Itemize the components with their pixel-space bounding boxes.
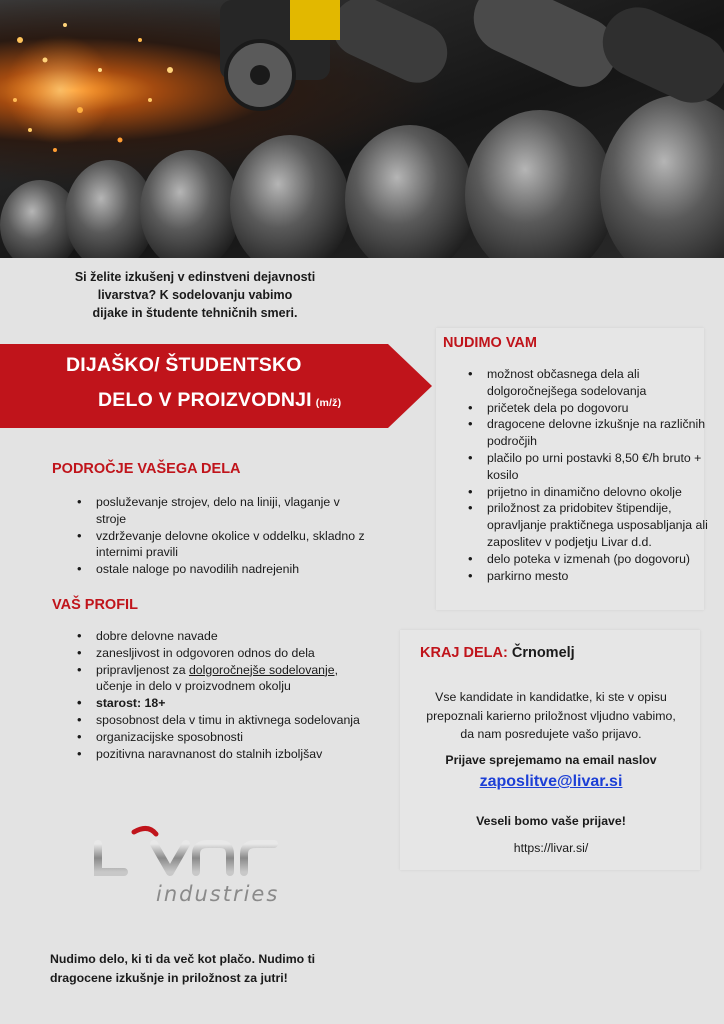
list-item: • možnost občasnega dela ali dolgoročnejšega sodelovanja (463, 366, 715, 400)
job-title-line-2-text: DELO V PROIZVODNJI (98, 389, 312, 411)
thanks-text: Veseli bomo vaše prijave! (476, 814, 626, 828)
list-item: • prijetno in dinamično delovno okolje (463, 484, 715, 501)
profile-item3-pre: pripravljenost za (96, 662, 189, 677)
profile-list (72, 628, 362, 762)
footer-slogan (50, 950, 340, 987)
footer-line-1: Nudimo delo, ki ti da več kot plačo. Nudimo ti (50, 952, 316, 966)
job-title-line-2 (98, 389, 341, 412)
list-item: • delo poteka v izmenah (po dogovoru) (463, 551, 715, 568)
area-title: PODROČJE VAŠEGA DELA (52, 461, 241, 477)
invite-line-2: prepoznali karierno priložnost vljudno vabimo, (426, 708, 676, 723)
list-item: • pričetek dela po dogovoru (463, 400, 715, 417)
offer-list (463, 366, 715, 584)
list-item: • plačilo po urni postavki 8,50 €/h bruto + kosilo (463, 450, 715, 484)
offer-title: NUDIMO VAM (443, 335, 537, 351)
work-location-city: Črnomelj (511, 645, 575, 661)
list-item: • pozitivna naravnanost do stalnih izboljšav (72, 746, 362, 763)
invite-line-1: Vse kandidate in kandidatke, ki ste v opisu (435, 690, 667, 704)
gender-suffix: (m/ž) (315, 397, 342, 409)
logo-subtitle: industries (156, 882, 280, 906)
hero-illustration (0, 0, 724, 258)
list-item: • sposobnost dela v timu in aktivnega sodelovanja (72, 712, 362, 729)
invite-text (412, 688, 690, 744)
livar-wordmark (94, 822, 294, 882)
list-item: • starost: 18+ (72, 695, 362, 712)
list-item: • dragocene delovne izkušnje na različnih področjih (463, 416, 715, 450)
list-item: • priložnost za pridobitev štipendije, opravljanje praktičnega usposabljanja ali zaposlitev v podjetju Livar d.d. (463, 500, 715, 550)
list-item: • ostale naloge po navodilih nadrejenih (72, 561, 372, 578)
profile-item3-post: učenje in delo v proizvodnem okolju (96, 679, 291, 694)
list-item: • dobre delovne navade (72, 628, 362, 645)
footer-line-2: dragocene izkušnje in priložnost za jutri! (50, 970, 288, 985)
email-link[interactable]: zaposlitve@livar.si (479, 773, 623, 790)
intro-line-2: livarstva? K sodelovanju vabimo (97, 288, 293, 302)
apply-text: Prijave sprejemamo na email naslov (445, 753, 657, 767)
profile-item3-underlined: dolgoročnejše sodelovanje, (188, 662, 339, 677)
profile-title: VAŠ PROFIL (52, 597, 138, 613)
list-item: • posluževanje strojev, delo na liniji, vlaganje v stroje (72, 494, 372, 528)
invite-line-3: da nam posredujete vašo prijavo. (460, 727, 642, 741)
intro-text (40, 268, 350, 322)
apply-panel (400, 630, 700, 870)
castings (0, 0, 724, 258)
website-link[interactable]: https://livar.si/ (513, 841, 589, 855)
job-title-line-1: DIJAŠKO/ ŠTUDENTSKO (66, 354, 302, 376)
sparks (5, 23, 173, 152)
list-item: • zanesljivost in odgovoren odnos do dela (72, 645, 362, 662)
area-list (72, 494, 372, 578)
hero-photo (0, 0, 724, 258)
list-item: • organizacijske sposobnosti (72, 729, 362, 746)
grinder (220, 0, 340, 109)
intro-line-1: Si želite izkušenj v edinstveni dejavnosti (74, 270, 316, 284)
work-location-label: KRAJ DELA: (420, 645, 508, 661)
work-location (420, 645, 575, 661)
list-item: • parkirno mesto (463, 568, 715, 585)
list-item: • vzdrževanje delovne okolice v oddelku, skladno z internimi pravili (72, 528, 372, 562)
list-item (72, 662, 362, 696)
intro-line-3: dijake in študente tehničnih smeri. (92, 306, 298, 320)
